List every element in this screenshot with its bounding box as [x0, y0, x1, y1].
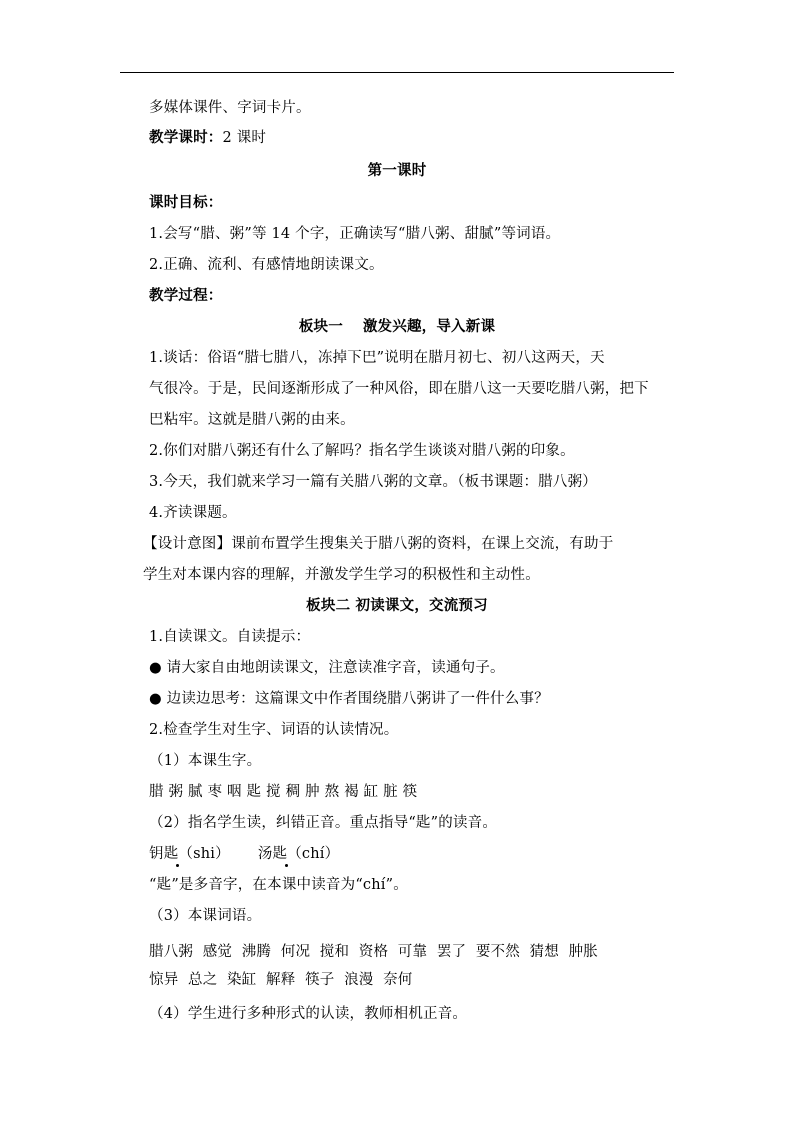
vocabulary-line-1: 腊八粥 感觉 沸腾 何况 搅和 资格 可靠 罢了 要不然 猜想 肿胀	[149, 944, 598, 960]
para-1-line-3: 巴粘牢。这就是腊八粥的由来。	[149, 412, 355, 428]
design-intent-line-2: 学生对本课内容的理解，并激发学生学习的积极性和主动性。	[143, 567, 540, 583]
para-4: 4.齐读课题。	[149, 505, 237, 521]
goals-heading: 课时目标：	[149, 194, 223, 211]
bullet-1: ● 请大家自由地朗读课文，注意读准字音，读通句子。	[149, 660, 505, 676]
materials-line: 多媒体课件、字词卡片。	[149, 100, 311, 116]
word-2-pinyin: （chí）	[287, 846, 340, 862]
emphasis-dot-icon	[285, 864, 288, 867]
section-1-title: 板块一 激发兴趣，导入新课	[298, 318, 496, 335]
emphasized-char-text: 匙	[272, 846, 288, 862]
goal-2: 2.正确、流利、有感情地朗读课文。	[149, 257, 384, 273]
emphasis-dot-icon	[176, 864, 179, 867]
emphasized-char-text: 匙	[163, 846, 179, 862]
para-2: 2.你们对腊八粥还有什么了解吗？指名学生谈谈对腊八粥的印象。	[149, 443, 575, 459]
emphasized-char	[273, 844, 288, 864]
lesson-hours-label: 教学课时：	[149, 129, 223, 146]
lesson-title: 第一课时	[367, 162, 427, 179]
sub-step-3: （3）本课词语。	[149, 908, 262, 924]
bullet-2: ● 边读边思考：这篇课文中作者围绕腊八粥讲了一件什么事？	[149, 691, 549, 707]
lesson-hours-value: 2 课时	[222, 130, 267, 146]
header-rule	[120, 72, 674, 73]
polyphone-note: “匙”是多音字，在本课中读音为“chí”。	[149, 877, 408, 893]
new-characters-list: 腊 粥 腻 枣 咽 匙 搅 稠 肿 熬 褐 缸 脏 筷	[149, 784, 418, 800]
word-1-prefix: 钥	[149, 846, 164, 862]
para-1-line-1: 1.谈话：俗语“腊七腊八，冻掉下巴”说明在腊月初七、初八这两天，天	[149, 350, 605, 366]
vocabulary-line-2: 惊异 总之 染缸 解释 筷子 浪漫 奈何	[149, 972, 413, 988]
emphasized-char	[164, 844, 179, 864]
step-1: 1.自读课文。自读提示：	[149, 629, 311, 645]
goal-1: 1.会写“腊、粥”等 14 个字，正确读写“腊八粥、甜腻”等词语。	[149, 226, 561, 242]
para-3: 3.今天，我们就来学习一篇有关腊八粥的文章。（板书课题：腊八粥）	[149, 474, 597, 490]
word-1-pinyin: （shi）	[178, 846, 230, 862]
design-intent-line-1: 【设计意图】课前布置学生搜集关于腊八粥的资料，在课上交流，有助于	[143, 536, 614, 552]
lesson-hours-line	[149, 128, 266, 148]
word-2-prefix: 汤	[257, 846, 273, 862]
step-2: 2.检查学生对生字、词语的认读情况。	[149, 722, 399, 738]
para-1-line-2: 气很冷。于是，民间逐渐形成了一种风俗，即在腊八这一天要吃腊八粥，把下	[149, 381, 649, 397]
section-2-title: 板块二 初读课文，交流预习	[306, 597, 488, 614]
sub-step-2: （2）指名学生读，纠错正音。重点指导“匙”的读音。	[149, 815, 498, 831]
pronunciation-examples	[149, 844, 339, 864]
sub-step-1: （1）本课生字。	[149, 753, 262, 769]
sub-step-4: （4）学生进行多种形式的认读，教师相机正音。	[149, 1006, 468, 1022]
process-heading: 教学过程：	[149, 287, 223, 304]
